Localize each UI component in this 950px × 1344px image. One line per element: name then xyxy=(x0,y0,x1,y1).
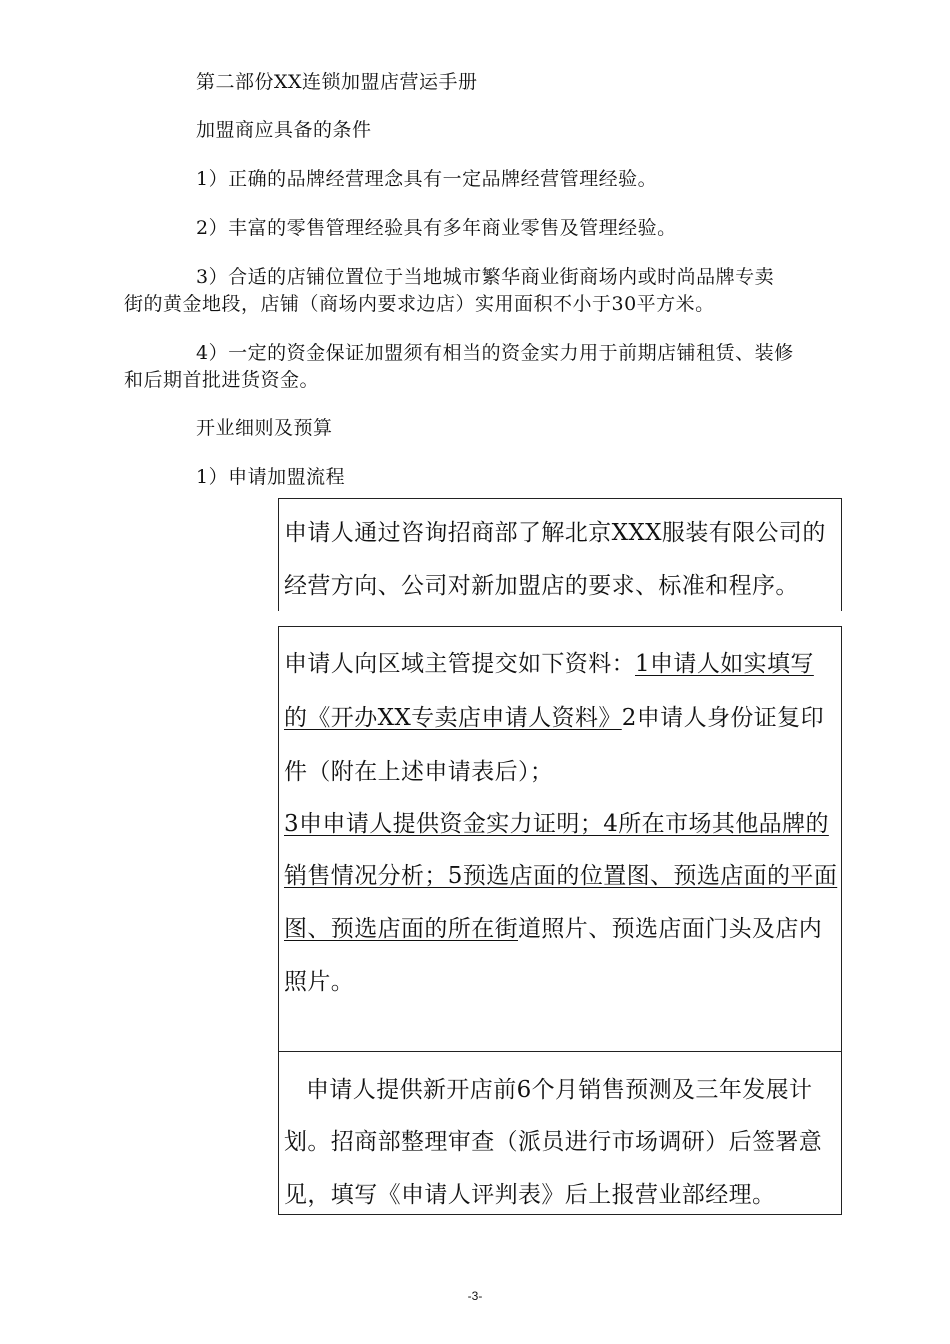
condition-item-3-line-2: 街的黄金地段，店铺（商场内要求边店）实用面积不小于30平方米。 xyxy=(124,293,715,315)
flow-step-3-line-2: 划。招商部整理审查（派员进行市场调研）后签署意 xyxy=(284,1129,823,1155)
condition-item-2: 2）丰富的零售管理经验具有多年商业零售及管理经验。 xyxy=(196,217,677,239)
section-title-opening: 开业细则及预算 xyxy=(196,417,333,439)
condition-item-3-line-1: 3）合适的店铺位置位于当地城市繁华商业街商场内或时尚品牌专卖 xyxy=(196,266,775,288)
flow-step-2-line-6 xyxy=(284,914,822,944)
flow-step-2-line-2-text: 2申请人身份证复印 xyxy=(621,705,824,731)
flow-step-2-line-5-underlined: 销售情况分析；5预选店面的位置图、预选店面的平面 xyxy=(284,863,838,889)
condition-item-4-line-1: 4）一定的资金保证加盟须有相当的资金实力用于前期店铺租赁、装修 xyxy=(196,342,794,364)
condition-item-1: 1）正确的品牌经营理念具有一定品牌经营管理经验。 xyxy=(196,168,658,190)
flow-step-2-line-2-underlined: 的《开办XX专卖店申请人资料》 xyxy=(284,705,622,731)
flow-step-1-line-2: 经营方向、公司对新加盟店的要求、标准和程序。 xyxy=(284,573,799,599)
flow-step-2-line-1 xyxy=(284,649,814,679)
flow-step-3-line-3: 见，填写《申请人评判表》后上报营业部经理。 xyxy=(284,1182,776,1208)
flow-step-1-line-1: 申请人通过咨询招商部了解北京XXX服装有限公司的 xyxy=(284,520,826,546)
flow-step-2-line-6-underlined: 图、预选店面的所在街 xyxy=(284,916,518,942)
section-title-conditions: 加盟商应具备的条件 xyxy=(196,119,372,141)
page-number: -3- xyxy=(467,1289,483,1303)
flow-step-2-line-6-text: 道照片、预选店面门头及店内 xyxy=(518,916,823,942)
flow-step-2-line-5 xyxy=(284,861,837,891)
flow-step-2-line-1-underlined: 1申请人如实填写 xyxy=(635,651,814,677)
flow-step-2-line-4 xyxy=(284,809,829,839)
flow-step-3-line-1: 申请人提供新开店前6个月销售预测及三年发展计 xyxy=(306,1077,813,1103)
section-subtitle-flow: 1）申请加盟流程 xyxy=(196,466,346,488)
flow-step-2-line-7: 照片。 xyxy=(284,969,355,995)
flow-step-2-line-3: 件（附在上述申请表后）； xyxy=(284,759,554,785)
flow-step-2-line-4-underlined: 3申申请人提供资金实力证明；4所在市场其他品牌的 xyxy=(284,811,829,837)
flow-step-2-line-1-text: 申请人向区域主管提交如下资料： xyxy=(284,651,635,677)
flow-step-2-line-2 xyxy=(284,703,824,733)
doc-heading: 第二部份XX连锁加盟店营运手册 xyxy=(196,71,478,93)
condition-item-4-line-2: 和后期首批进货资金。 xyxy=(124,369,320,391)
